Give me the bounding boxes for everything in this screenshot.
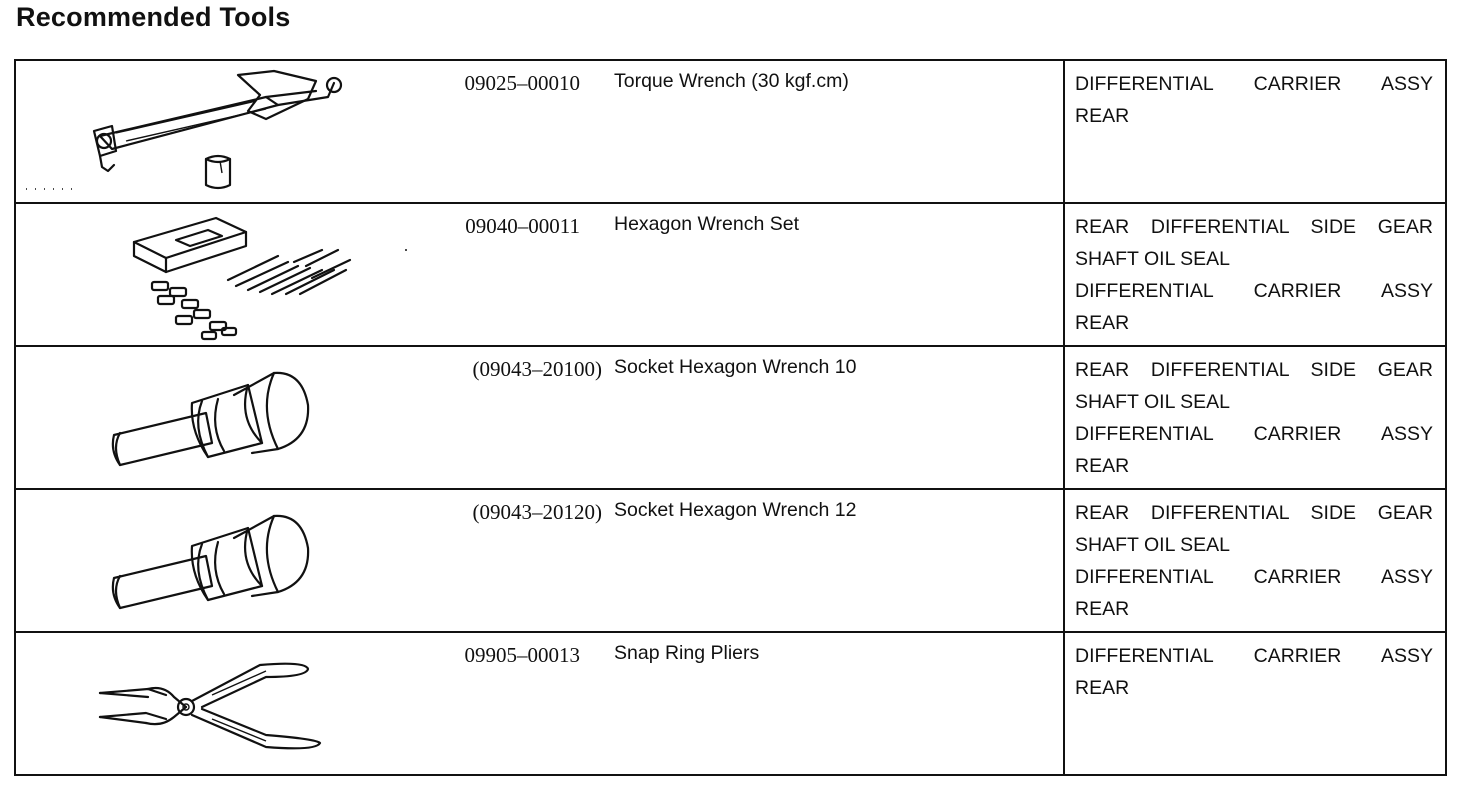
- tool-usage: [1075, 211, 1433, 339]
- table-row: [16, 204, 1445, 347]
- usage-line: REAR DIFFERENTIAL SIDE GEAR: [1075, 216, 1433, 238]
- torque-wrench-icon: [16, 61, 416, 202]
- tool-name: Socket Hexagon Wrench 12: [614, 499, 857, 521]
- usage-line: REAR: [1075, 312, 1130, 334]
- column-divider: [1063, 490, 1065, 631]
- tool-usage: [1075, 640, 1433, 704]
- usage-line: REAR DIFFERENTIAL SIDE GEAR: [1075, 502, 1433, 524]
- usage-line: DIFFERENTIAL CARRIER ASSY: [1075, 645, 1433, 667]
- page-title: Recommended Tools: [16, 2, 291, 32]
- usage-line: DIFFERENTIAL CARRIER ASSY: [1075, 423, 1433, 445]
- part-number: 09025–00010: [464, 71, 580, 95]
- socket-hexagon-wrench-icon: [16, 347, 416, 488]
- usage-line: DIFFERENTIAL CARRIER ASSY: [1075, 73, 1433, 95]
- usage-line: REAR: [1075, 598, 1130, 620]
- usage-line: DIFFERENTIAL CARRIER ASSY: [1075, 280, 1433, 302]
- column-divider: [1063, 204, 1065, 345]
- tool-name: Socket Hexagon Wrench 10: [614, 356, 857, 378]
- table-row: [16, 347, 1445, 490]
- part-number: 09905–00013: [464, 643, 580, 667]
- usage-line: SHAFT OIL SEAL: [1075, 534, 1230, 556]
- tool-usage: [1075, 354, 1433, 482]
- hexagon-wrench-set-icon: [16, 204, 416, 345]
- tool-usage: [1075, 68, 1433, 132]
- tool-name: Torque Wrench (30 kgf.cm): [614, 70, 849, 92]
- part-number: (09043–20120): [472, 500, 602, 524]
- socket-hexagon-wrench-icon: [16, 490, 416, 631]
- usage-line: REAR: [1075, 105, 1130, 127]
- tool-name: Snap Ring Pliers: [614, 642, 760, 664]
- tool-usage: [1075, 497, 1433, 625]
- usage-line: REAR: [1075, 455, 1130, 477]
- usage-line: REAR DIFFERENTIAL SIDE GEAR: [1075, 359, 1433, 381]
- column-divider: [1063, 633, 1065, 775]
- column-divider: [1063, 347, 1065, 488]
- table-row: [16, 61, 1445, 204]
- snap-ring-pliers-icon: [16, 633, 416, 774]
- usage-line: REAR: [1075, 677, 1130, 699]
- part-number: (09043–20100): [472, 357, 602, 381]
- table-row: [16, 490, 1445, 633]
- usage-line: DIFFERENTIAL CARRIER ASSY: [1075, 566, 1433, 588]
- usage-line: SHAFT OIL SEAL: [1075, 391, 1230, 413]
- recommended-tools-table: [14, 59, 1447, 776]
- usage-line: SHAFT OIL SEAL: [1075, 248, 1230, 270]
- tool-name: Hexagon Wrench Set: [614, 213, 799, 235]
- table-row: [16, 633, 1445, 775]
- column-divider: [1063, 61, 1065, 202]
- part-number: 09040–00011: [465, 214, 580, 238]
